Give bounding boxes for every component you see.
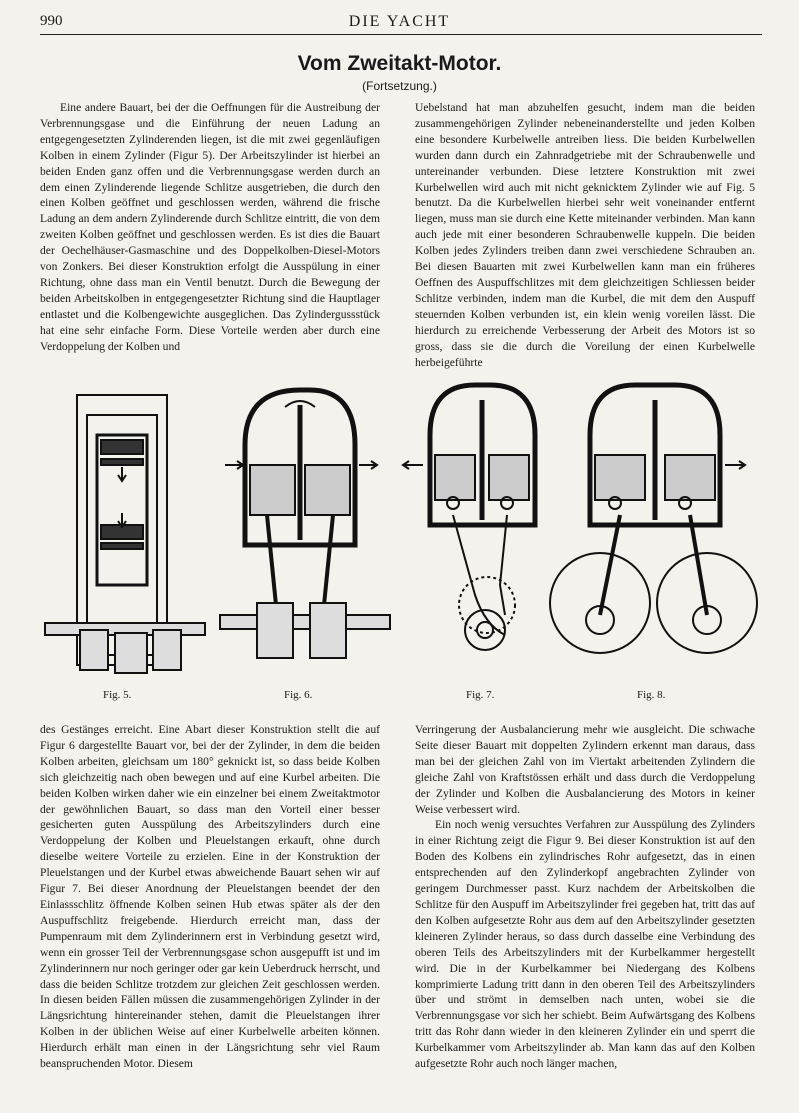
column-top-left [40, 100, 380, 355]
column-top-right [415, 100, 755, 370]
figure-caption: Fig. 8. [637, 689, 666, 701]
article-subtitle: (Fortsetzung.) [362, 79, 437, 93]
figure-8-drawing [550, 385, 757, 653]
engine-figures [35, 375, 770, 695]
article-title: Vom Zweitakt-Motor. [297, 52, 502, 75]
column-bottom-left [40, 722, 380, 1072]
paragraph: des Gestänges erreicht. Eine Abart dieser Konstruktion stellt die auf Figur 6 dargestellte Bauart vor, bei der der Zylinder, in dem die beiden Kolben arbeiten, gleichsam um 180° geknickt ist, so dass beide Kolben sich gleichzeitig nach oben bewegen und auf eine Kurbel arbeiten. Die beiden Kolben wirken daher wie ein einzelner bei einem Zweitaktmotor der gewöhnlichen Bauart, so dass man den Vorteil einer besser gesicherten guten Ausspülung des Arbeitszylinders durch eine Verdoppelung der Kolben und Pleuelstangen erkauft, ohne durch dieselbe weitere Vorteile zu erzielen. Eine in der Konstruktion der Pleuelstangen und der Kurbel etwas abweichende Bauart sehen wir auf Figur 7. Bei dieser Anordnung der Pleuelstangen beendet der den Einlassschlitz öffnende Kolben seinen Hub etwas später als der den Auspuffschlitz freigebende. Hierdurch erreicht man, dass der Pumpenraum mit dem Zylinderinnern erst in Verbindung gesetzt wird, wenn ein grosser Teil der Verbrennungsgase schon ausgepufft ist und im Zylinderinnern nur noch geringer oder gar kein Ueberdruck herrscht, und dass die beiden Schlitze trotzdem zur gleichen Zeit geschlossen werden. In diesen beiden Fällen müssen die zusammengehörigen Zylinder in der Längsrichtung hintereinander stehen, damit die Pleuelstangen ihrer Kolben in der üblichen Weise auf einer Kurbelwelle arbeiten können. Hierdurch erhält man einen in der Längsrichtung sehr viel Raum beanspruchenden Motor. Diesem [40, 723, 380, 1071]
running-title: DIE YACHT [348, 13, 451, 30]
paragraph: Uebelstand hat man abzuhelfen gesucht, indem man die beiden zusammengehörigen Zylinder nebeneinanderstellte und jeden Kolben eine besondere Kurbelwelle antreiben liess. Die beiden Kurbelwellen wurden dann durch ein Zahnradgetriebe mit der Schraubenwelle und untereinander verbunden. Diese letztere Konstruktion mit zwei Kurbelwellen wird auch mit nicht geknicktem Zylinder wie auf Fig. 5 benutzt. Da die Kurbelwellen hierbei sehr weit voneinander entfernt liegen, muss man sie durch eine Kette miteinander verbinden. Man kann auch jede mit einer besonderen Schraubenwelle kuppeln. Die beiden Kolben jedes Zylinders treiben dann zwei verschiedene Schrauben an. Bei diesen Bauarten mit zwei Kurbelwellen kann man ein früheres Oeffnen des Auspuffschlitzes mit dem gleichzeitigen Schliessen beider Schlitze verbinden, indem man die Kurbel, die mit dem den Auspuff steuernden Kolben verbunden ist, ein klein wenig voreilen lässt. Die hierdurch zu erreichende Verbesserung der Arbeit des Motors ist so gross, dass sie die durch die Voreilung der einen Kurbelwelle herbeigeführte [415, 101, 755, 369]
figure-6-drawing [220, 390, 390, 658]
paragraph: Eine andere Bauart, bei der die Oeffnungen für die Austreibung der Verbrennungsgase und die Einführung der neuen Ladung an entgegengesetzten Zylinderenden liegen, ist die mit zwei gegenläufigen Kolben in einem Zylinder (Figur 5). Der Arbeitszylinder ist hierbei an beiden Enden ganz offen und die Verbrennungsgase werden durch an dem einen Zylinderende liegende Schlitze ausgetrieben, die durch den einen Kolben geöffnet und geschlossen werden, während die frische Ladung an dem andern Zylinderende durch Schlitze eintritt, die von dem zweiten Kolben geöffnet und geschlossen werden. Es ist dies die Bauart der Oechelhäuser-Gasmaschine und des Doppelkolben-Diesel-Motors von Zonkers. Bei dieser Konstruktion erfolgt die Ausspülung in einer Richtung, ohne dass man ein Ventil benutzt. Durch die Bewegung der beiden Arbeitskolben in entgegengesetzter Richtung sind die Hauptlager entlastet und die Kolbengewichte ausgeglichen. Das Zylindergussstück hat eine sehr einfache Form. Diese Vorteile werden aber durch eine Verdoppelung der Kolben und [40, 101, 380, 353]
figure-7-drawing [403, 385, 535, 650]
figure-caption: Fig. 7. [466, 689, 495, 701]
paragraph: Ein noch wenig versuchtes Verfahren zur Ausspülung des Zylinders in einer Richtung zeigt die Figur 9. Bei dieser Konstruktion ist auf den Boden des Kolbens ein zylindrisches Rohr aufgesetzt, das in einen entsprechenden auf den Zylinderkopf angebrachten Zylinder von geringem Durchmesser passt. Kurz nachdem der Arbeitskolben die Schlitze für den Auspuff im Arbeitszylinder frei gegeben hat, tritt das auf den Kolben aufgesetzte Rohr aus dem auf den Arbeitszylinder gesetzten kleineren Zylinder heraus, so dass durch dasselbe eine Verbindung des oberen Teils des Arbeitszylinders mit der Kurbelkammer hergestellt wird. Die in der Kurbelkammer bei Niedergang des Kolbens komprimierte Ladung tritt dann in den oberen Teil des Arbeitszylinders über und strömt in demselben nach unten, wobei sie die Verbrennungsgase vor sich her schiebt. Beim Aufwärtsgang des Kolbens tritt das Rohr dann wieder in den kleineren Zylinder ein und sperrt die Kurbelkammer vom Arbeitszylinder ab. Man kann das auf den Kolben aufgesetzte Rohr auch noch länger machen, [415, 818, 755, 1071]
column-bottom-right [415, 722, 755, 1072]
paragraph: Verringerung der Ausbalancierung mehr wie ausgleicht. Die schwache Seite dieser Bauart mit doppelten Zylindern erkennt man daraus, dass man bei der gleichen Zahl von im Viertakt arbeitenden Zylindern die gleiche Zahl von Kraftstössen erhält und dass durch die Verdoppelung der Zylinder und Kolben die Ausbalancierung des Motors in keiner Weise verbessert wird. [415, 723, 755, 816]
figure-caption: Fig. 5. [103, 689, 132, 701]
header-rule [40, 34, 762, 35]
page-number: 990 [40, 13, 63, 29]
figure-5-drawing [45, 395, 205, 673]
figure-caption: Fig. 6. [284, 689, 313, 701]
